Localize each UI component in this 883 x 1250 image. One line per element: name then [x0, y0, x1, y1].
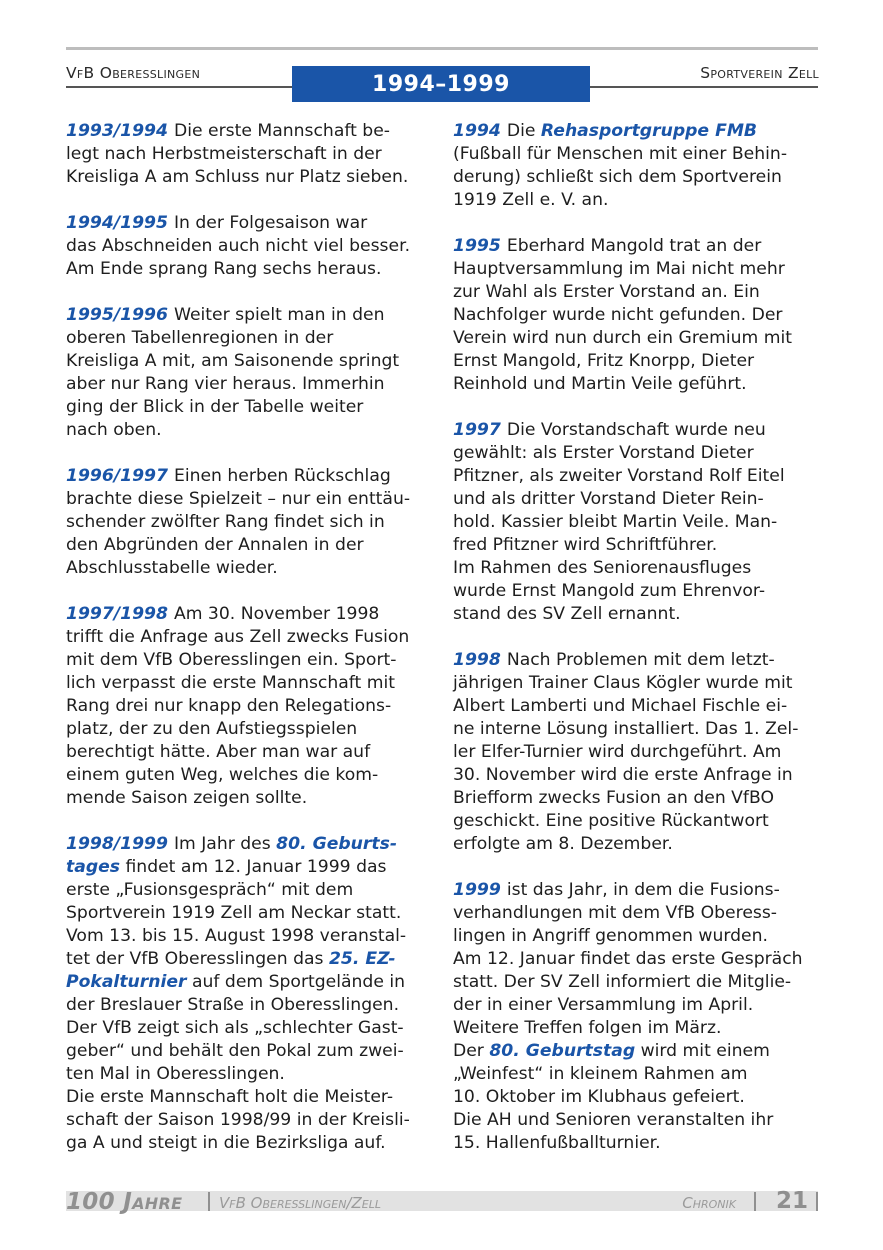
chronicle-entry: 1998 Nach Problemen mit dem letzt- jährigen Trainer Claus Kögler wurde mit Albert Lamberti und Michael Fischle ei- ne interne Lösung installiert. Das 1. Zel- ler Elfer-Turnier wird durchgeführt. Am 30. November wird die erste Anfrage in Briefform zwecks Fusion an den VfBO geschickt. Eine positive Rückantwort erfolgte am 8. Dezember. — [453, 650, 799, 854]
chronicle-entry: 1999 ist das Jahr, in dem die Fusions- verhandlungen mit dem VfB Oberess- lingen in Angriff genommen wurden. Am 12. Januar findet das erste Gespräch statt. Der SV Zell informiert die Mitglie- der in einer Versammlung im April. Weitere Treffen folgen im März. Der 80. Geburtstag wird mit einem „Weinfest“ in kleinem Rahmen am 10. Oktober im Klubhaus gefeiert. Die AH und Senioren veranstalten ihr 15. Hallenfußballturnier. — [453, 880, 803, 1153]
footer-separator — [208, 1192, 210, 1211]
entry-year: 1998/1999 — [66, 834, 168, 854]
entry-year: 1995/1996 — [66, 305, 168, 325]
page-number: 21 — [775, 1188, 808, 1214]
footer-separator — [754, 1192, 756, 1211]
header-rule-left — [66, 86, 292, 88]
chronicle-entry: 1995 Eberhard Mangold trat an der Hauptversammlung im Mai nicht mehr zur Wahl als Erster Vorstand an. Ein Nachfolger wurde nicht gefunden. Der Verein wird nun durch ein Gremium mit Ernst Mangold, Fritz Knorpp, Dieter Reinhold und Martin Veile geführt. — [453, 236, 792, 394]
header-rule-right — [590, 86, 818, 88]
highlight-text: tages — [66, 857, 121, 877]
footer-title: 100 Jahre — [66, 1189, 183, 1215]
footer-section: Chronik — [682, 1194, 736, 1212]
chronicle-entry: 1997 Die Vorstandschaft wurde neu gewählt: als Erster Vorstand Dieter Pfitzner, als zweiter Vorstand Rolf Eitel und als dritter Vorstand Dieter Rein- hold. Kassier bleibt Martin Veile. Man- fred Pfitzner wird Schriftführer. Im Rahmen des Seniorenausfluges wurde Ernst Mangold zum Ehrenvor- stand des SV Zell ernannt. — [453, 420, 785, 624]
entry-year: 1994 — [453, 121, 501, 141]
right-column — [453, 120, 825, 1178]
left-column — [66, 120, 430, 1178]
highlight-text: 80. Geburtstag — [489, 1041, 636, 1061]
header-right-label: Sportverein Zell — [700, 64, 819, 82]
entry-year: 1999 — [453, 880, 501, 900]
chronicle-entry: 1994 Die Rehasportgruppe FMB (Fußball für Menschen mit einer Behin- derung) schließt sich dem Sportverein 1919 Zell e. V. an. — [453, 121, 788, 210]
chronicle-entry: 1998/1999 Im Jahr des 80. Geburts- tages findet am 12. Januar 1999 das erste „Fusionsgespräch“ mit dem Sportverein 1919 Zell am Neckar statt. Vom 13. bis 15. August 1998 veranstal- tet der VfB Oberesslingen das 25. EZ- Pokalturnier auf dem Sportgelände in der Breslauer Straße in Oberesslingen. Der VfB zeigt sich als „schlechter Gast- geber“ und behält den Pokal zum zwei- ten Mal in Oberesslingen. Die erste Mannschaft holt die Meister- schaft der Saison 1998/99 in der Kreisli- ga A und steigt in die Bezirksliga auf. — [66, 834, 410, 1153]
page-footer — [66, 1188, 818, 1216]
entry-year: 1996/1997 — [66, 466, 168, 486]
entry-year: 1993/1994 — [66, 121, 168, 141]
footer-subtitle: VfB Oberesslingen/Zell — [219, 1194, 381, 1212]
top-rule — [66, 47, 818, 50]
highlight-text: Pokalturnier — [66, 972, 187, 992]
chronicle-entry: 1993/1994 Die erste Mannschaft be- legt nach Herbstmeisterschaft in der Kreisliga A am Schluss nur Platz sieben. — [66, 121, 409, 187]
entry-year: 1995 — [453, 236, 501, 256]
chronicle-entry: 1997/1998 Am 30. November 1998 trifft die Anfrage aus Zell zwecks Fusion mit dem VfB Oberesslingen ein. Sport- lich verpasst die erste Mannschaft mit Rang drei nur knapp den Relegations- platz, der zu den Aufstiegsspielen berechtigt hätte. Aber man war auf einem guten Weg, welches die kom- mende Saison zeigen sollte. — [66, 604, 410, 808]
highlight-text: 25. EZ- — [328, 949, 396, 969]
entry-year: 1997/1998 — [66, 604, 168, 624]
entry-year: 1997 — [453, 420, 501, 440]
entry-year: 1998 — [453, 650, 501, 670]
chronicle-entry: 1995/1996 Weiter spielt man in den oberen Tabellenregionen in der Kreisliga A mit, am Saisonende springt aber nur Rang vier heraus. Immerhin ging der Blick in der Tabelle weiter nach oben. — [66, 305, 400, 440]
chronicle-entry: 1994/1995 In der Folgesaison war das Abschneiden auch nicht viel besser. Am Ende sprang Rang sechs heraus. — [66, 213, 411, 279]
header-left-label: VfB Oberesslingen — [66, 64, 201, 82]
entry-year: 1994/1995 — [66, 213, 168, 233]
chronicle-entry: 1996/1997 Einen herben Rückschlag brachte diese Spielzeit – nur ein enttäu- schender zwölfter Rang findet sich in den Abgründen der Annalen in der Abschlusstabelle wieder. — [66, 466, 411, 578]
highlight-text: Rehasportgruppe FMB — [540, 121, 758, 141]
page-title: 1994–1999 — [292, 66, 590, 102]
footer-separator — [816, 1192, 818, 1211]
highlight-text: 80. Geburts- — [276, 834, 397, 854]
